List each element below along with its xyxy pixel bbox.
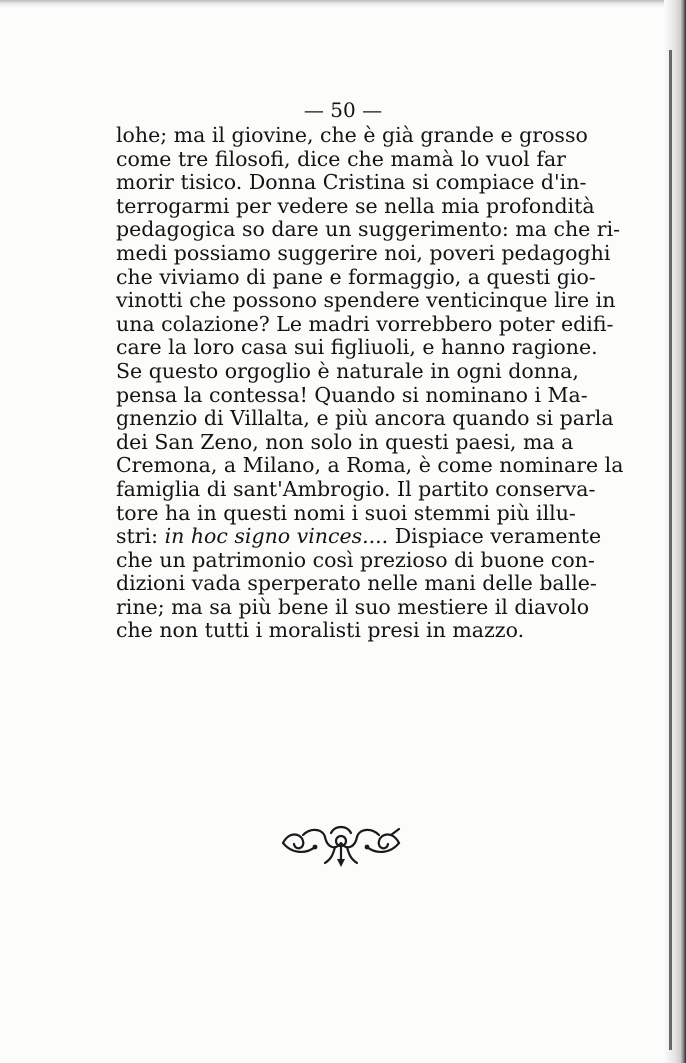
text-line: gnenzio di Villalta, e più ancora quando si parla	[116, 406, 614, 431]
text-line: dizioni vada sperperato nelle mani delle balle-	[116, 571, 597, 596]
text-line-with-italic	[116, 524, 602, 549]
text-line: pedagogica so dare un suggerimento: ma che ri-	[116, 217, 621, 242]
text-line: vinotti che possono spendere venticinque lire in	[116, 288, 616, 313]
text-line: terrogarmi per vedere se nella mia profondità	[116, 193, 595, 218]
text-line-last: che non tutti i moralisti presi in mazzo.	[116, 618, 525, 643]
text-line: tore ha in questi nomi i suoi stemmi più illu-	[116, 500, 576, 525]
body-text	[116, 123, 624, 643]
text-line: care la loro casa sui figliuoli, e hanno ragione.	[116, 335, 598, 360]
text-line: famiglia di sant'Ambrogio. Il partito conserva-	[116, 476, 596, 501]
text-line: una colazione? Le madri vorrebbero poter edifi-	[116, 311, 614, 336]
text-line: Cremona, a Milano, a Roma, è come nominare la	[116, 453, 624, 478]
text-line: medi possiamo suggerire noi, poveri pedagoghi	[116, 240, 611, 265]
text-segment: stri:	[116, 524, 159, 549]
text-line: che un patrimonio così prezioso di buone con-	[116, 547, 595, 572]
page-right-edge	[664, 0, 686, 1063]
text-line: morir tisico. Donna Cristina si compiace d'in-	[116, 170, 587, 195]
text-line: dei San Zeno, non solo in questi paesi, ma a	[116, 429, 574, 454]
text-line: lohe; ma il giovine, che è già grande e grosso	[116, 123, 588, 147]
italic-motto: in hoc signo vinces....	[164, 524, 389, 549]
text-line: pensa la contessa! Quando si nominano i Ma-	[116, 382, 588, 407]
floral-vignette-icon	[279, 821, 403, 869]
page-gutter-line	[669, 50, 672, 1050]
page-number: — 50 —	[303, 98, 383, 122]
text-line: rine; ma sa più bene il suo mestiere il diavolo	[116, 594, 590, 619]
text-line: come tre filosofi, dice che mamà lo vuol far	[116, 146, 566, 171]
text-line: che viviamo di pane e formaggio, a questi gio-	[116, 264, 596, 289]
text-line: Se questo orgoglio è naturale in ogni donna,	[116, 358, 579, 383]
page-top-edge	[0, 0, 686, 8]
text-segment: Dispiace veramente	[394, 524, 602, 549]
